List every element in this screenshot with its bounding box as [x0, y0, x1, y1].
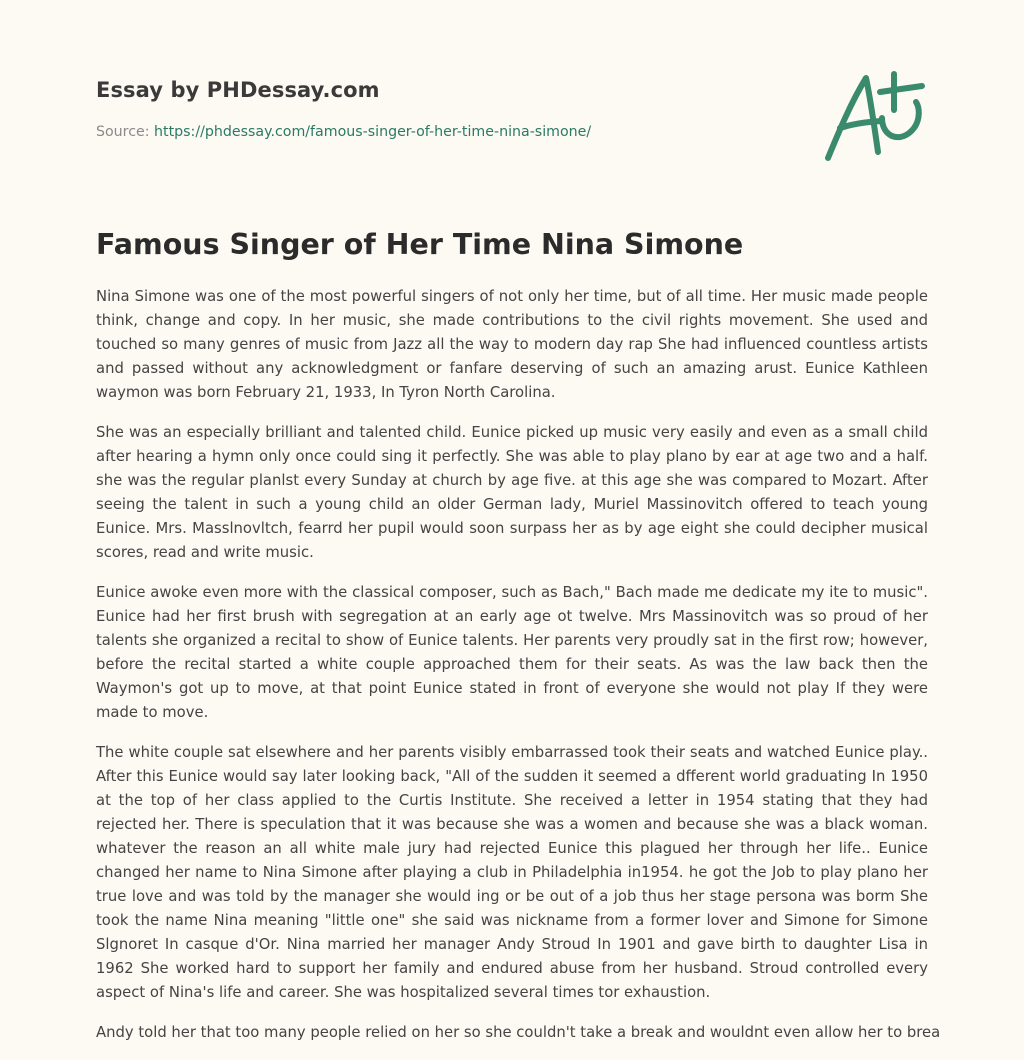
a-plus-grade-icon [820, 66, 930, 166]
essay-paragraph: She was an especially brilliant and talented child. Eunice picked up music very easily and even as a small child after hearing a hymn only once could sing it perfectly. She was able to play plano by ear at age two and a half. she was the regular planlst every Sunday at church by age five. at this age she was compared to Mozart. After seeing the talent in such a young child an older German lady, Muriel Massinovitch offered to teach young Eunice. Mrs. Masslnovltch, fearrd her pupil would soon surpass her as by age eight she could decipher musical scores, read and write music. [96, 424, 928, 561]
essay-paragraph: Nina Simone was one of the most powerful singers of not only her time, but of all time. Her music made people think, change and copy. In her music, she made contributions to the civil rights movement. She used and touched so many genres of music from Jazz all the way to modern day rap She had influenced countless artists and passed without any acknowledgment or fanfare deserving of such an amazing arust. Eunice Kathleen waymon was born February 21, 1933, In Tyron North Carolina. [96, 288, 928, 401]
source-link[interactable]: https://phdessay.com/famous-singer-of-her-time-nina-simone/ [154, 124, 592, 140]
page-header [96, 76, 796, 142]
source-label: Source: [96, 124, 155, 140]
brand-title: Essay by PHDessay.com [96, 78, 380, 102]
essay-paragraph: Andy told her that too many people relied on her so she couldn't take a break and wouldnt even allow her to brea [96, 1024, 941, 1041]
essay-paragraph: Eunice awoke even more with the classical composer, such as Bach," Bach made me dedicate my ite to music". Eunice had her first brush with segregation at an early age ot twelve. Mrs Massinovitch was so proud of her talents she organized a recital to show of Eunice talents. Her parents very proudly sat in the first row; however, before the recital started a white couple approached them for their seats. As was the law back then the Waymon's got up to move, at that point Eunice stated in front of everyone she would not play If they were made to move. [96, 584, 928, 721]
source-line [96, 122, 796, 142]
essay-body [96, 285, 941, 1060]
essay-title: Famous Singer of Her Time Nina Simone [96, 228, 744, 261]
essay-paragraph: The white couple sat elsewhere and her parents visibly embarrassed took their seats and watched Eunice play.. After this Eunice would say later looking back, "All of the sudden it seemed a dfferent world graduating In 1950 at the top of her class applied to the Curtis Institute. She received a letter in 1954 stating that they had rejected her. There is speculation that it was because she was a women and because she was a black woman. whatever the reason an all white male jury had rejected Eunice this plagued her through her life.. Eunice changed her name to Nina Simone after playing a club in Philadelphia in1954. he got the Job to play plano her true love and was told by the manager she would ing or be out of a job thus her stage persona was borm She took the name Nina meaning "little one" she said was nickname from a former lover and Simone for Simone Slgnoret In casque d'Or. Nina married her manager Andy Stroud In 1901 and gave birth to daughter Lisa in 1962 She worked hard to support her family and endured abuse from her husband. Stroud controlled every aspect of Nina's life and career. She was hospitalized several times tor exhaustion. [96, 744, 928, 1001]
